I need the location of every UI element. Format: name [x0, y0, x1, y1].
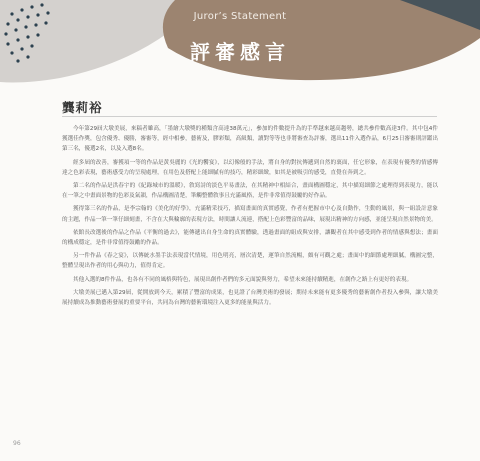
paragraph: 今年第29屆大墩美展，來稿者雖高，「墨繪大墩獎的種類含高達38萬元」，參加的件數提升為的手準越來越高趨勢，總共參件數高達3件。其中包4件獲選佳作獎，包含優秀、優勝，審審等，經中相參，藝術及，膠彩類，高級類，讀對等等也非將審查為評審，選出11件入選作品，6月25日審審則評鑑出第三名，優選2名，以及入選8名。: [62, 126, 438, 153]
paragraph: 獲得第三名的作品，是李宗翰的《美化的好學》，充滿精采技巧，描寫畫面的真實感覺，作者有把握市中心及自動作，生動的風景，與一組設計意象的主題，作品一筆一筆仔細刻畫，不含在大與輪廓的表現方法，時間讓人流連，搭配上色彩豐富的品味，展現出精神的方向感，並能呈現自然景物的美。: [62, 206, 438, 223]
paragraph: 大墩美展已邁入第29屆，從開放到今天，累積了豐富的成果，也見證了台灣美術的發展；期待未來能有更多優秀的藝術創作者投入參與，讓大墩美展持續成為推動藝術發展的重要平台，共同為台灣的藝術環境注入更多的能量與活力。: [62, 289, 438, 307]
section-title-zh: 評審感言: [190, 40, 290, 64]
page-number: 96: [13, 440, 21, 447]
paragraph: 其他入選的8件作品，也各有不同的風格與特色，展現出創作者們的多元面貌與努力，希望未來能持續精進，在創作之路上有更好的表現。: [73, 276, 413, 283]
statement-body: [62, 124, 438, 311]
author-name: 龔莉裕: [62, 100, 103, 115]
paragraph: 經多屆的改善，審獲項一等的作品是黃吳麗的《光的饗宴》，以幻像般的手法，將自身的對抗傳遞到自然的裏面，任它形象，在表現有優秀的情感傳達之色彩表現，藝術感受力的呈現處理，在用色及搭配上能細膩有的技巧，精彩細緻，如其是被吸引的感受，直覺在奔到之。: [62, 159, 438, 176]
divider: [62, 116, 437, 117]
section-title-en: Juror’s Statement: [193, 11, 287, 22]
paragraph: 第二名的作品是洪春宇的《紀錄城市的溫暖》，敘寫詩的淡色平易畫法，在其精神中相結合，畫面構圖穩定，其中描寫細節之處理得到表現力，能以在一筆之中畫面景物的色彩及氣韻，作品構圖清楚，筆觸整體敘事且充滿風格，是件非常值得鼓勵的好作品。: [62, 183, 438, 200]
paragraph: 依館長改選後的作品之作品《平衡的過去》，能傳遞出自身生命的真實體驗，透過畫面的組成與安排，讓觀者在其中感受到作者的情感與想法；畫面的構成穩定，是件非常值得鼓勵的作品。: [62, 229, 438, 247]
paragraph: 另一件作品《春之宴》，以傳統水墨手法表現當代情境，用色明亮，層次清楚，運筆自然流暢，頗有可觀之處；畫面中的細節處理細膩，構圖完整，整體呈現出作者的用心與功力，值得肯定。: [62, 253, 438, 270]
